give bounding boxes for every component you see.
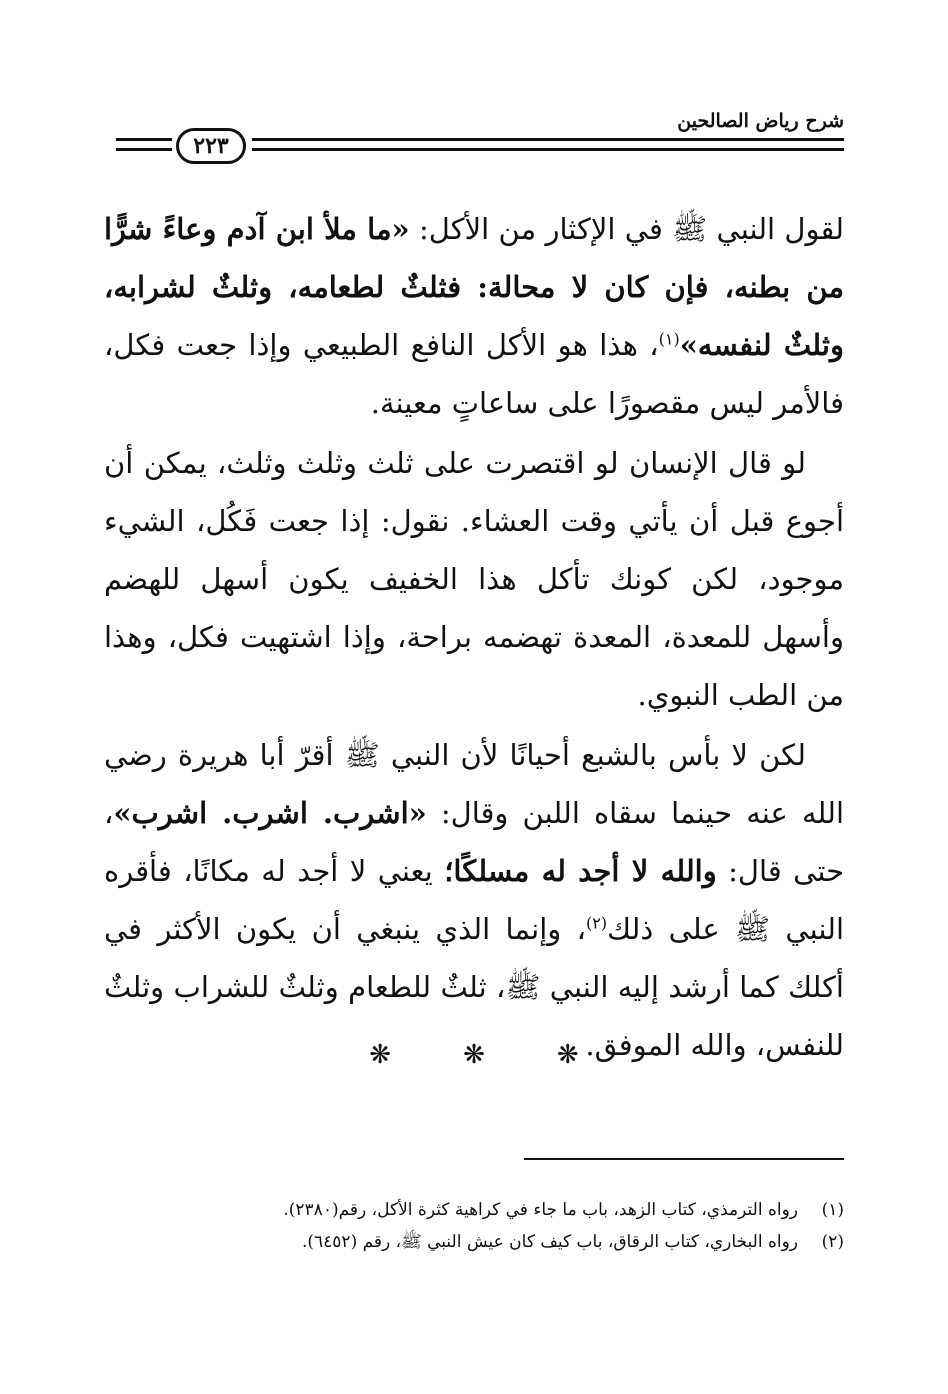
hadith-quote-1: «ما ملأ ابن آدم وعاءً شرًّا من بطنه، فإن كان لا محالة: فثلثٌ لطعامه، وثلثٌ لشرابه، وثلثٌ لنفسه» — [104, 212, 845, 362]
paragraph-3-mid2: يعني لا أجد له مكانًا، فأقره النبي ﷺ على ذلك — [104, 854, 845, 946]
header-rule-left-bottom — [116, 148, 172, 151]
asterism-icon: ❋ — [463, 1040, 485, 1070]
paragraph-3-intro: لكن لا بأس بالشبع أحيانًا لأن النبي ﷺ أقرّ أبا هريرة رضي الله عنه حينما سقاه اللبن وقال: — [104, 738, 844, 830]
footnote-rule — [524, 1158, 844, 1160]
main-text — [104, 200, 844, 1076]
asterism-icon: ❋ — [369, 1040, 392, 1070]
paragraph-1 — [104, 200, 844, 432]
asterism-icon: ❋ — [556, 1040, 579, 1070]
section-separator — [0, 1040, 948, 1070]
footnote-ref-1: (١) — [658, 329, 680, 349]
paragraph-1-rest: ، هذا هو الأكل النافع الطبيعي وإذا جعت فكل، فالأمر ليس مقصورًا على ساعاتٍ معينة. — [104, 328, 844, 420]
hadith-quote-3: والله لا أجد له مسلكًا؛ — [444, 854, 717, 888]
hadith-quote-2: «اشرب. اشرب. اشرب» — [113, 796, 427, 830]
footnote-2 — [104, 1226, 844, 1258]
footnote-1-text: رواه الترمذي، كتاب الزهد، باب ما جاء في كراهية كثرة الأكل، رقم(٢٣٨٠). — [283, 1200, 798, 1220]
paragraph-1-intro: لقول النبي ﷺ في الإكثار من الأكل: — [409, 212, 844, 246]
paragraph-2: لو قال الإنسان لو اقتصرت على ثلث وثلث وثلث، يمكن أن أجوع قبل أن يأتي وقت العشاء. نقول: إذا جعت فَكُل، الشيء موجود، لكن كونك تأكل هذا الخفيف يكون أسهل للهضم وأسهل للمعدة، المعدة تهضمه براحة، وإذا اشتهيت فكل، وهذا من الطب النبوي. — [104, 446, 844, 712]
footnote-ref-2: (٢) — [586, 913, 608, 933]
header-rule-right-bottom — [252, 148, 844, 151]
footnote-1-number: (١) — [821, 1200, 844, 1220]
footnote-1 — [104, 1194, 844, 1226]
footnote-2-number: (٢) — [821, 1232, 844, 1252]
paragraph-3-mid: ، حتى قال: — [104, 796, 844, 888]
running-header-title: شرح رياض الصالحين — [677, 110, 844, 132]
page-number-badge: ٢٢٣ — [176, 128, 246, 164]
footnotes — [104, 1194, 844, 1258]
paragraph-3-rest: ، وإنما الذي ينبغي أن يكون الأكثر في أكلك كما أرشد إليه النبي ﷺ، ثلثٌ للطعام وثلثٌ للشراب وثلثٌ للنفس، والله الموفق. — [104, 912, 844, 1062]
header-rule-right-top — [252, 138, 844, 141]
header-rule-left-top — [116, 138, 172, 141]
paragraph-3 — [104, 726, 844, 1074]
footnote-2-text: رواه البخاري، كتاب الرقاق، باب كيف كان عيش النبي ﷺ، رقم (٦٤٥٢). — [301, 1232, 798, 1252]
